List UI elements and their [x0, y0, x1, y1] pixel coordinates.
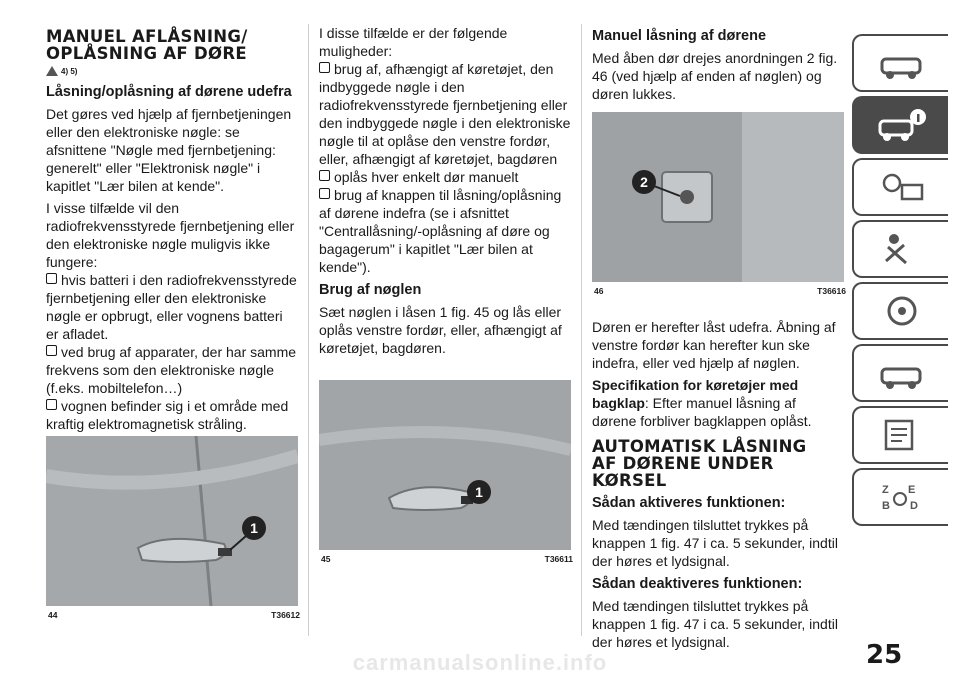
paragraph: I disse tilfælde er der følgende muligheder: — [319, 25, 508, 59]
section-title: AUTOMATISK LÅSNING AF DØRENE UNDER KØRSEL — [592, 437, 807, 490]
column-3 — [592, 24, 844, 107]
car-info-icon — [876, 107, 926, 143]
svg-text:E: E — [908, 484, 916, 496]
car-breakdown-icon — [876, 355, 926, 391]
door-handle-photo — [46, 436, 298, 606]
column-divider — [581, 24, 582, 636]
paragraph: Det gøres ved hjælp af fjernbetjeningen eller den elektroniske nøgle: se afsnittene "Nøgle med fjernbetjening: generelt" eller "Elektronisk nøgle" i kapitlet "Lær bilen at kende". — [46, 106, 292, 194]
column-3-lower — [592, 318, 844, 655]
column-2 — [319, 24, 571, 361]
figure-45-key-lock — [319, 380, 571, 550]
paragraph: Med tændingen tilsluttet trykkes på knappen 1 fig. 47 i ca. 5 sekunder, indtil der høres et lydsignal. — [592, 517, 838, 569]
checkbox-bullet-icon — [46, 273, 57, 284]
subsection-heading: Låsning/oplåsning af dørene udefra — [46, 84, 292, 100]
column-1 — [46, 24, 298, 433]
paragraph: Sæt nøglen i låsen 1 fig. 45 og lås eller oplås venstre fordør, eller, afhængigt af køretøjet, bagdøren. — [319, 304, 562, 356]
tab-index[interactable] — [852, 468, 948, 526]
car-dashboard-icon — [876, 45, 926, 81]
warning-light-icon — [876, 169, 926, 205]
list-item: oplås hver enkelt dør manuelt — [319, 168, 571, 186]
paragraph: Med åben dør drejes anordningen 2 fig. 46 (ved hjælp af enden af nøglen) og døren lukkes. — [592, 50, 838, 102]
figure-44-door-handle — [46, 436, 298, 606]
tab-emergency[interactable] — [852, 344, 948, 402]
svg-text:D: D — [910, 500, 918, 512]
subsection-heading: Sådan aktiveres funktionen: — [592, 495, 786, 511]
paragraph: Med tændingen tilsluttet trykkes på knappen 1 fig. 47 i ca. 5 sekunder, indtil der høres et lydsignal. — [592, 598, 838, 650]
paragraph: Specifikation for køretøjer med bagklap: Efter manuel låsning af dørene forbliver bagklappen oplåst. — [592, 377, 812, 429]
paragraph: I visse tilfælde vil den radiofrekvensstyrede fjernbetjening eller den elektroniske nøgle muligvis ikke fungere: — [46, 200, 295, 270]
tab-car-dashboard[interactable] — [852, 34, 948, 92]
paragraph: Døren er herefter låst udefra. Åbning af venstre fordør kan herefter kun ske indefra, eller ved hjælp af nøglen. — [592, 319, 836, 371]
checkbox-bullet-icon — [46, 345, 57, 356]
figure-callout: 1 — [475, 484, 483, 500]
list-item: brug af, afhængigt af køretøjet, den indbyggede nøgle i den radiofrekvensstyrede fjernbetjening eller den indbyggede nøgle i den elektroniske nøgle til at oplåse den venstre fordør, eller, afhængigt af køretøjet, bagdøren — [319, 61, 571, 167]
svg-text:Z: Z — [882, 484, 889, 496]
figure-caption: 45 T36611 — [321, 554, 573, 564]
steering-wheel-icon — [876, 293, 926, 329]
subsection-heading: Sådan deaktiveres funktionen: — [592, 576, 803, 592]
list-item: ved brug af apparater, der har samme frekvens som den elektroniske nøgle (f.eks. mobiltelefon…) — [46, 344, 297, 396]
checkbox-bullet-icon — [319, 188, 330, 199]
checkbox-bullet-icon — [319, 170, 330, 181]
list-item: hvis batteri i den radiofrekvensstyrede fjernbetjening eller den elektroniske nøgle er opbrugt, eller vognens batteri er afladet. — [46, 272, 297, 342]
chapter-tabs — [852, 34, 948, 530]
tab-driving[interactable] — [852, 282, 948, 340]
warning-reference: 4) 5) — [46, 66, 298, 76]
tab-warning-lights[interactable] — [852, 158, 948, 216]
warning-triangle-icon — [46, 66, 58, 76]
figure-callout: 2 — [640, 174, 648, 190]
svg-text:B: B — [882, 500, 890, 512]
page-number: 25 — [866, 640, 903, 670]
subsection-heading: Manuel låsning af dørene — [592, 28, 767, 44]
maintenance-list-icon — [876, 417, 926, 453]
figure-caption: 46 T36616 — [594, 286, 846, 296]
section-title: MANUEL AFLÅSNING/ OPLÅSNING AF DØRE — [46, 27, 248, 63]
tab-maintenance[interactable] — [852, 406, 948, 464]
airbag-seat-icon — [876, 231, 926, 267]
key-lock-photo — [319, 380, 571, 550]
index-az-icon — [876, 479, 926, 515]
column-divider — [308, 24, 309, 636]
checkbox-bullet-icon — [46, 399, 57, 410]
list-item: vognen befinder sig i et område med kraftig elektromagnetisk stråling. — [46, 398, 289, 432]
tab-car-info[interactable] — [852, 96, 948, 154]
figure-46-door-latch — [592, 112, 844, 282]
list-item: brug af knappen til låsning/oplåsning af dørene indefra (se i afsnittet "Centrallåsning/-oplåsning af døre og bagagerum" i kapitlet "Lær bilen at kende"). — [319, 187, 562, 275]
tab-safety[interactable] — [852, 220, 948, 278]
figure-caption: 44 T36612 — [48, 610, 300, 620]
door-latch-photo — [592, 112, 844, 282]
figure-callout: 1 — [250, 520, 258, 536]
watermark: carmanualsonline.info — [352, 650, 608, 675]
subsection-heading: Brug af nøglen — [319, 282, 422, 298]
checkbox-bullet-icon — [319, 62, 330, 73]
